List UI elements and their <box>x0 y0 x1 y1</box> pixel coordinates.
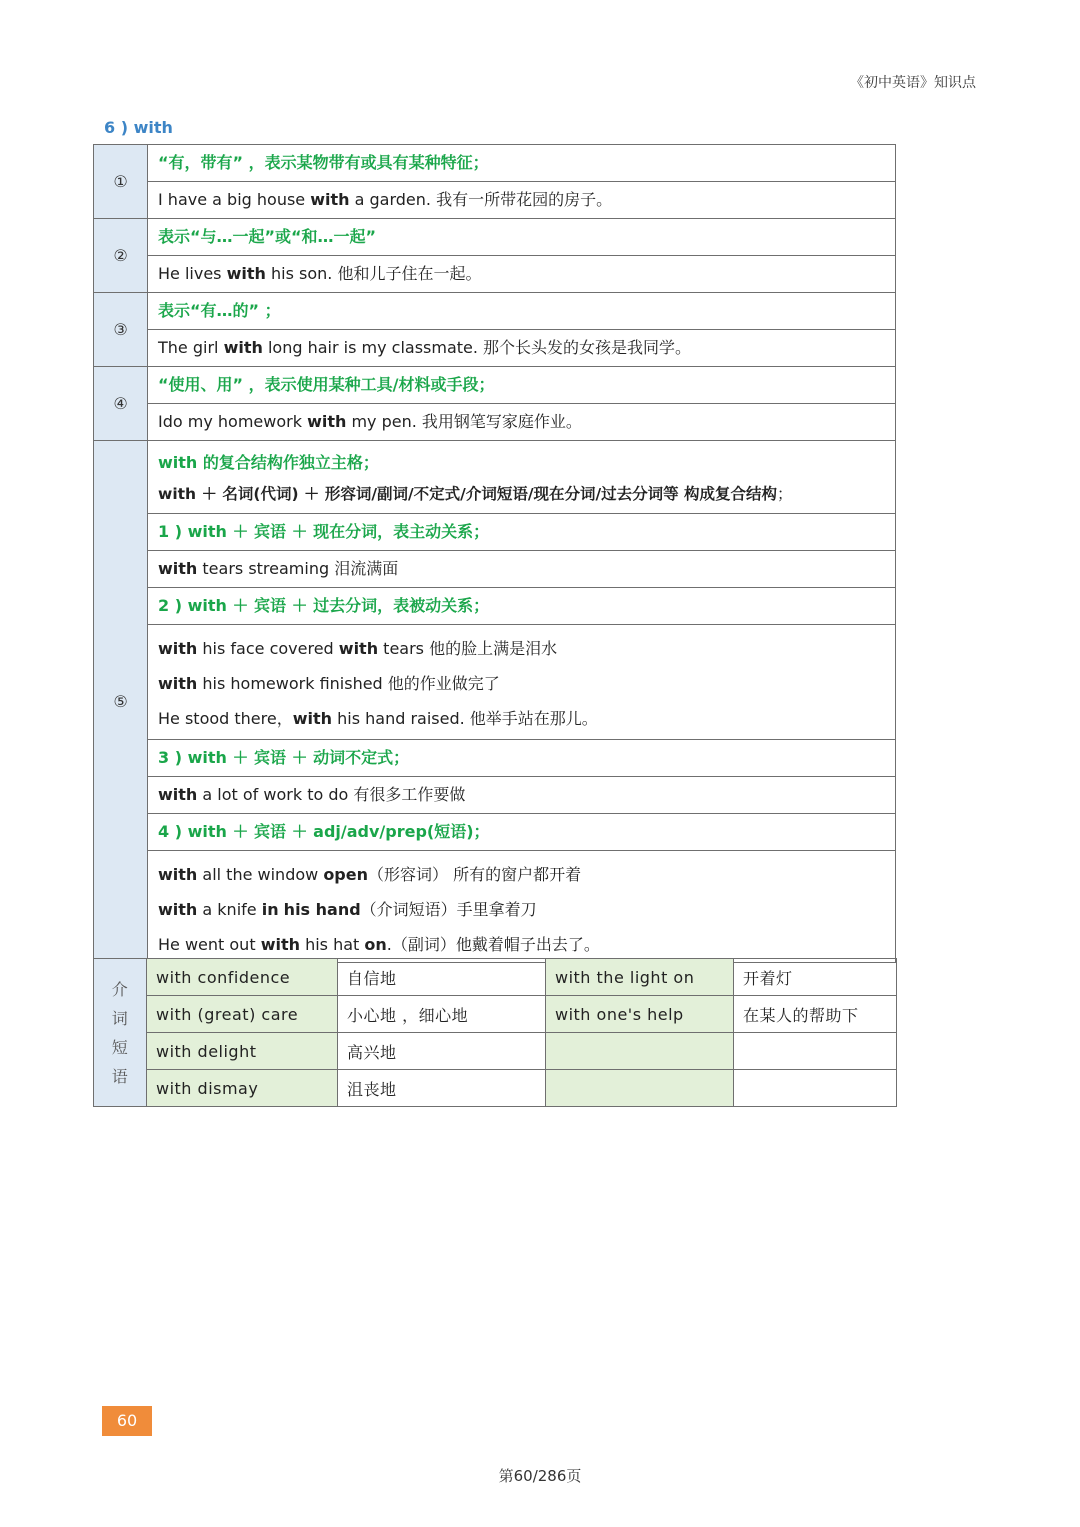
row-number-5: ⑤ <box>94 441 148 963</box>
phrase-empty-cell <box>546 1033 734 1070</box>
usage-table <box>93 144 896 963</box>
usage-example-4: Ido my homework with my pen. 我用钢笔写家庭作业。 <box>148 404 896 441</box>
phrase-empty-cell <box>734 1033 897 1070</box>
phrase-row-3 <box>94 1033 897 1070</box>
usage-row-1-example <box>94 182 896 219</box>
subrule-1-heading: 1 ) with ＋ 宾语 ＋ 现在分词，表主动关系； <box>148 514 896 551</box>
phrase-en: with the light on <box>546 959 734 996</box>
usage-row-4-example <box>94 404 896 441</box>
subrule-2-heading: 2 ) with ＋ 宾语 ＋ 过去分词，表被动关系； <box>148 588 896 625</box>
phrase-zh: 自信地 <box>338 959 546 996</box>
phrase-en: with confidence <box>147 959 338 996</box>
subrule-2-example-3: He stood there，with his hand raised. 他举手站在那儿。 <box>158 709 598 728</box>
usage-heading-4: “使用、用” ，表示使用某种工具/材料或手段； <box>148 367 896 404</box>
subrule-2-head <box>94 588 896 625</box>
phrase-side-label: 介 词 短 语 <box>94 959 147 1107</box>
phrase-zh: 在某人的帮助下 <box>734 996 897 1033</box>
subrule-2-example-2: with his homework finished 他的作业做完了 <box>158 674 500 693</box>
usage-heading-5: with 的复合结构作独立主格； <box>158 453 379 472</box>
subrule-1-example: with tears streaming 泪流满面 <box>148 551 896 588</box>
usage-example-1: I have a big house with a garden. 我有一所带花园的房子。 <box>148 182 896 219</box>
subrule-3-heading: 3 ) with ＋ 宾语 ＋ 动词不定式； <box>148 740 896 777</box>
subrule-4-examples-row <box>94 851 896 963</box>
page-footer: 第60/286页 <box>498 1467 582 1485</box>
phrase-en: with one's help <box>546 996 734 1033</box>
usage-row-2-head <box>94 219 896 256</box>
usage-row-3-head <box>94 293 896 330</box>
subrule-3-example: with a lot of work to do 有很多工作要做 <box>148 777 896 814</box>
subrule-4-heading: 4 ) with ＋ 宾语 ＋ adj/adv/prep(短语)； <box>148 814 896 851</box>
phrase-en: with delight <box>147 1033 338 1070</box>
usage-heading-1: “有，带有” ，表示某物带有或具有某种特征； <box>148 145 896 182</box>
phrase-row-4 <box>94 1070 897 1107</box>
usage-heading-3: 表示“有…的” ； <box>148 293 896 330</box>
usage-heading-2: 表示“与…一起”或“和…一起” <box>148 219 896 256</box>
usage-example-3: The girl with long hair is my classmate. 那个长头发的女孩是我同学。 <box>148 330 896 367</box>
usage-row-2-example <box>94 256 896 293</box>
phrase-zh: 小心地 ，细心地 <box>338 996 546 1033</box>
phrase-zh: 沮丧地 <box>338 1070 546 1107</box>
phrase-en: with dismay <box>147 1070 338 1107</box>
section-title: 6 ) with <box>104 118 173 137</box>
subrule-4-example-2: with a knife in his hand（介词短语）手里拿着刀 <box>158 900 537 919</box>
usage-example-2: He lives with his son. 他和儿子住在一起。 <box>148 256 896 293</box>
phrase-empty-cell <box>546 1070 734 1107</box>
subrule-3-head <box>94 740 896 777</box>
usage-intro-5 <box>148 441 896 514</box>
row-number-4: ④ <box>94 367 148 441</box>
phrase-row-2 <box>94 996 897 1033</box>
phrase-empty-cell <box>734 1070 897 1107</box>
page-number-badge: 60 <box>102 1406 152 1436</box>
subrule-1-example-row <box>94 551 896 588</box>
structure-formula: with ＋ 名词(代词) ＋ 形容词/副词/不定式/介词短语/现在分词/过去分词等 构成复合结构； <box>158 485 793 503</box>
phrase-row-1 <box>94 959 897 996</box>
subrule-2-examples-row <box>94 625 896 740</box>
subrule-2-example-1: with his face covered with tears 他的脸上满是泪水 <box>158 639 558 658</box>
usage-row-4-head <box>94 367 896 404</box>
phrase-zh: 高兴地 <box>338 1033 546 1070</box>
usage-row-1-head <box>94 145 896 182</box>
prepositional-phrase-table <box>93 958 897 1107</box>
phrase-en: with (great) care <box>147 996 338 1033</box>
document-header-title: 《初中英语》知识点 <box>850 75 976 91</box>
subrule-4-example-3: He went out with his hat on.（副词）他戴着帽子出去了。 <box>158 935 600 954</box>
usage-row-3-example <box>94 330 896 367</box>
subrule-2-examples <box>148 625 896 740</box>
row-number-2: ② <box>94 219 148 293</box>
phrase-zh: 开着灯 <box>734 959 897 996</box>
row-number-1: ① <box>94 145 148 219</box>
subrule-4-examples <box>148 851 896 963</box>
subrule-4-example-1: with all the window open（形容词） 所有的窗户都开着 <box>158 865 582 884</box>
usage-row-5-intro <box>94 441 896 514</box>
subrule-1-head <box>94 514 896 551</box>
row-number-3: ③ <box>94 293 148 367</box>
subrule-4-head <box>94 814 896 851</box>
subrule-3-example-row <box>94 777 896 814</box>
